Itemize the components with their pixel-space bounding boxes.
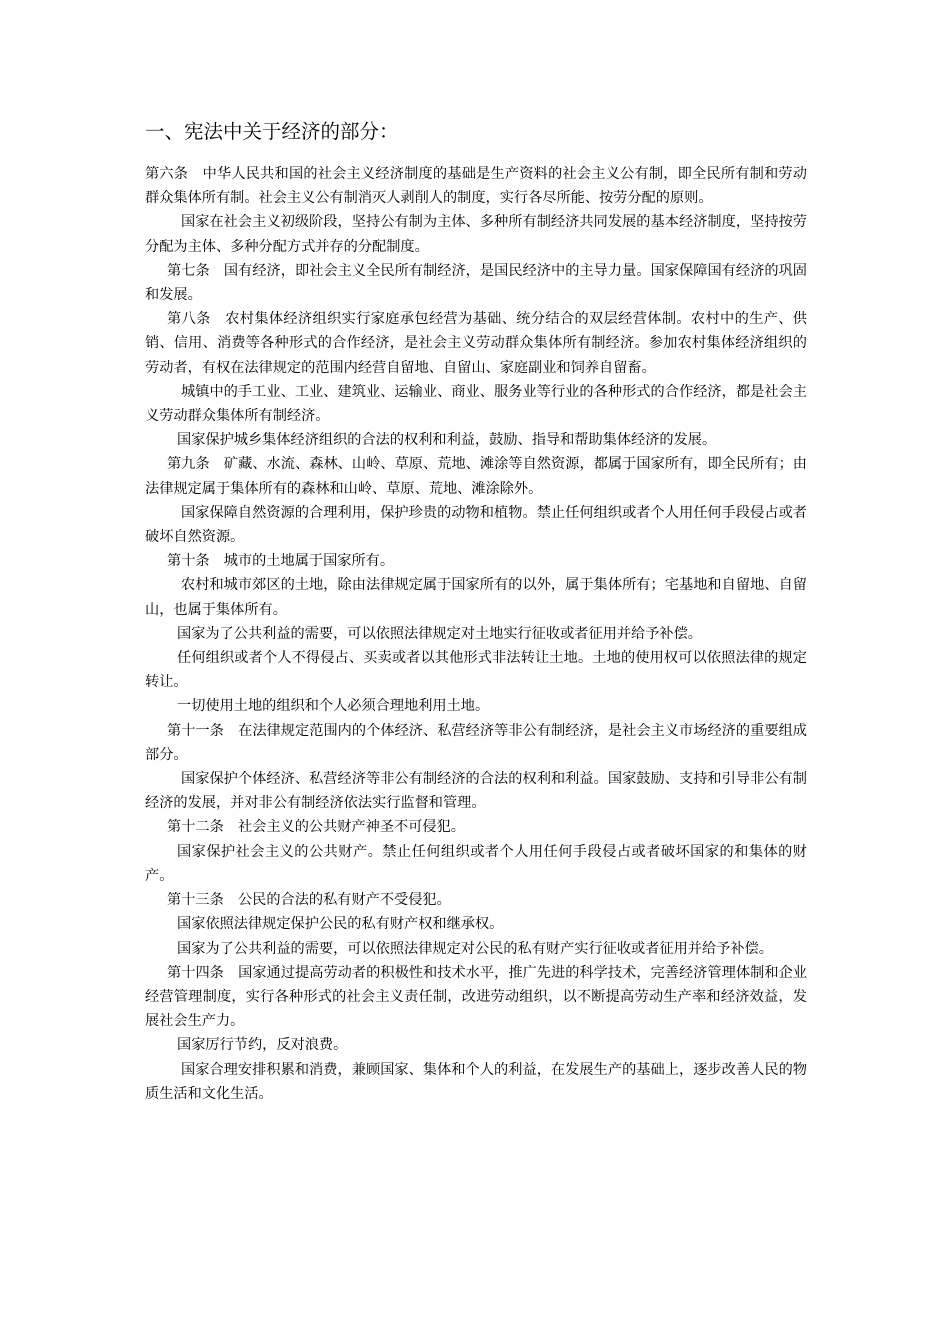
article-8-paragraph-2: 城镇中的手工业、工业、建筑业、运输业、商业、服务业等行业的各种形式的合作经济，都是社会主义劳动群众集体所有制经济。 [145, 383, 807, 425]
article-13-paragraph-2: 国家依照法律规定保护公民的私有财产权和继承权。 [177, 916, 504, 933]
article-13: 第十三条 公民的合法的私有财产不受侵犯。 [167, 892, 451, 909]
article-6: 第六条 中华人民共和国的社会主义经济制度的基础是生产资料的社会主义公有制，即全民所有制和劳动群众集体所有制。社会主义公有制消灭人剥削人的制度，实行各尽所能、按劳分配的原则。 [145, 166, 807, 207]
article-11: 第十一条 在法律规定范围内的个体经济、私营经济等非公有制经济，是社会主义市场经济的重要组成部分。 [145, 722, 807, 763]
article-10: 第十条 城市的土地属于国家所有。 [167, 553, 395, 570]
article-10-paragraph-2: 农村和城市郊区的土地，除由法律规定属于国家所有的以外，属于集体所有；宅基地和自留地、自留山，也属于集体所有。 [145, 577, 807, 618]
article-14: 第十四条 国家通过提高劳动者的积极性和技术水平，推广先进的科学技术，完善经济管理体制和企业经营管理制度，实行各种形式的社会主义责任制，改进劳动组织，以不断提高劳动生产率和经济效益，发展社会生产力。 [145, 964, 807, 1030]
document-page [145, 118, 807, 1106]
article-10-paragraph-5: 一切使用土地的组织和个人必须合理地利用土地。 [177, 698, 490, 715]
article-14-paragraph-3: 国家合理安排积累和消费，兼顾国家、集体和个人的利益，在发展生产的基础上，逐步改善人民的物质生活和文化生活。 [145, 1061, 807, 1102]
article-9-paragraph-2: 国家保障自然资源的合理利用，保护珍贵的动物和植物。禁止任何组织或者个人用任何手段侵占或者破坏自然资源。 [145, 504, 807, 546]
section-heading: 一、宪法中关于经济的部分： [145, 120, 399, 143]
article-7: 第七条 国有经济，即社会主义全民所有制经济，是国民经济中的主导力量。国家保障国有经济的巩固和发展。 [145, 262, 807, 304]
article-9: 第九条 矿藏、水流、森林、山岭、草原、荒地、滩涂等自然资源，都属于国家所有，即全民所有；由法律规定属于集体所有的森林和山岭、草原、荒地、滩涂除外。 [145, 456, 807, 497]
article-11-paragraph-2: 国家保护个体经济、私营经济等非公有制经济的合法的权利和利益。国家鼓励、支持和引导非公有制经济的发展，并对非公有制经济依法实行监督和管理。 [145, 771, 807, 812]
article-12: 第十二条 社会主义的公共财产神圣不可侵犯。 [167, 819, 465, 836]
article-8-paragraph-3: 国家保护城乡集体经济组织的合法的权利和利益，鼓励、指导和帮助集体经济的发展。 [177, 432, 717, 449]
article-12-paragraph-2: 国家保护社会主义的公共财产。禁止任何组织或者个人用任何手段侵占或者破坏国家的和集体的财产。 [145, 843, 807, 884]
article-13-paragraph-3: 国家为了公共利益的需要，可以依照法律规定对公民的私有财产实行征收或者征用并给予补偿。 [177, 940, 773, 957]
article-10-paragraph-4: 任何组织或者个人不得侵占、买卖或者以其他形式非法转让土地。土地的使用权可以依照法律的规定转让。 [145, 650, 807, 691]
article-6-paragraph-2: 国家在社会主义初级阶段，坚持公有制为主体、多种所有制经济共同发展的基本经济制度，坚持按劳分配为主体、多种分配方式并存的分配制度。 [145, 214, 807, 255]
article-14-paragraph-2: 国家厉行节约，反对浪费。 [177, 1037, 348, 1054]
article-10-paragraph-3: 国家为了公共利益的需要，可以依照法律规定对土地实行征收或者征用并给予补偿。 [177, 625, 702, 642]
article-8: 第八条 农村集体经济组织实行家庭承包经营为基础、统分结合的双层经营体制。农村中的生产、供销、信用、消费等各种形式的合作经济，是社会主义劳动群众集体所有制经济。参加农村集体经济组织的劳动者，有权在法律规定的范围内经营自留地、自留山、家庭副业和饲养自留畜。 [145, 311, 807, 376]
